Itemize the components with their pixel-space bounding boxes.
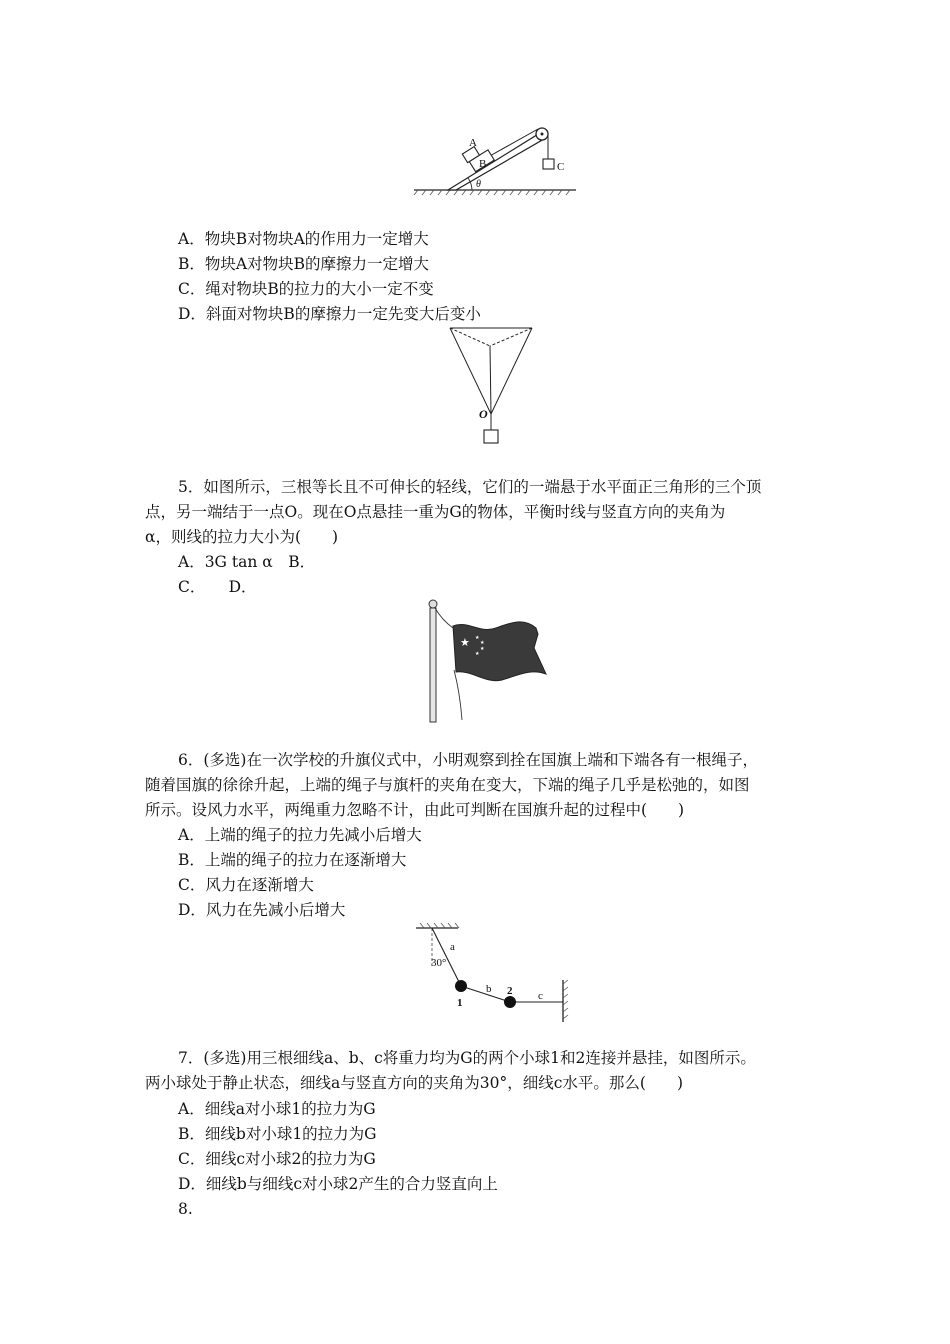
q6-option-a: A．上端的绳子的拉力先减小后增大 xyxy=(178,826,422,844)
svg-text:★: ★ xyxy=(475,651,480,657)
flag-pole-figure xyxy=(420,598,552,726)
label-a: a xyxy=(450,941,455,953)
q7-line-2: 两小球处于静止状态，细线a与竖直方向的夹角为30°，细线c水平。那么( ) xyxy=(145,1074,683,1092)
label-b: B xyxy=(479,158,487,170)
label-o: O xyxy=(479,407,488,421)
q7-option-a: A．细线a对小球1的拉力为G xyxy=(178,1100,376,1118)
two-balls-strings-figure xyxy=(410,922,580,1028)
svg-text:★: ★ xyxy=(460,636,470,649)
q6-option-c: C．风力在逐渐增大 xyxy=(178,876,314,894)
svg-text:★: ★ xyxy=(475,635,480,641)
label-30deg: 30° xyxy=(431,957,447,969)
label-theta: θ xyxy=(476,179,481,190)
q5-line-2: 点，另一端结于一点O。现在O点悬挂一重为G的物体，平衡时线与竖直方向的夹角为 xyxy=(145,503,726,521)
q8-number: 8. xyxy=(178,1200,193,1218)
q7-line-1: 7．(多选)用三根细线a、b、c将重力均为G的两个小球1和2连接并悬挂，如图所示。 xyxy=(178,1049,756,1067)
q6-option-b: B．上端的绳子的拉力在逐渐增大 xyxy=(178,851,407,869)
q6-line-2: 随着国旗的徐徐升起，上端的绳子与旗杆的夹角在变大，下端的绳子几乎是松弛的，如图 xyxy=(145,776,750,794)
label-a: A xyxy=(469,137,477,149)
q7-option-b: B．细线b对小球1的拉力为G xyxy=(178,1125,377,1143)
q7-option-d: D．细线b与细线c对小球2产生的合力竖直向上 xyxy=(178,1175,498,1193)
q4-option-a: A．物块B对物块A的作用力一定增大 xyxy=(178,230,429,248)
q6-line-1: 6．(多选)在一次学校的升旗仪式中，小明观察到拴在国旗上端和下端各有一根绳子， xyxy=(178,751,758,769)
label-ball-1: 1 xyxy=(457,997,463,1009)
q6-line-3: 所示。设风力水平，两绳重力忽略不计，由此可判断在国旗升起的过程中( ) xyxy=(145,801,685,819)
label-ball-2: 2 xyxy=(507,985,513,997)
q5-option-cd: C． D． xyxy=(178,578,257,596)
svg-text:★: ★ xyxy=(480,640,485,646)
three-string-figure xyxy=(446,322,538,450)
q6-option-d: D．风力在先减小后增大 xyxy=(178,901,346,919)
q7-option-c: C．细线c对小球2的拉力为G xyxy=(178,1150,376,1168)
q5-line-3: α，则线的拉力大小为( ) xyxy=(145,528,339,546)
label-b: b xyxy=(486,983,492,995)
svg-text:★: ★ xyxy=(480,646,485,652)
label-c: c xyxy=(538,990,543,1002)
q4-option-c: C．绳对物块B的拉力的大小一定不变 xyxy=(178,280,434,298)
q4-option-b: B．物块A对物块B的摩擦力一定增大 xyxy=(178,255,429,273)
q5-line-1: 5．如图所示，三根等长且不可伸长的轻线，它们的一端悬于水平面正三角形的三个顶 xyxy=(178,478,762,496)
q4-option-d: D．斜面对物块B的摩擦力一定先变大后变小 xyxy=(178,305,481,323)
q5-option-ab: A．3G tan α B． xyxy=(178,553,316,571)
incline-pulley-figure xyxy=(410,125,580,197)
label-c: C xyxy=(557,161,565,173)
